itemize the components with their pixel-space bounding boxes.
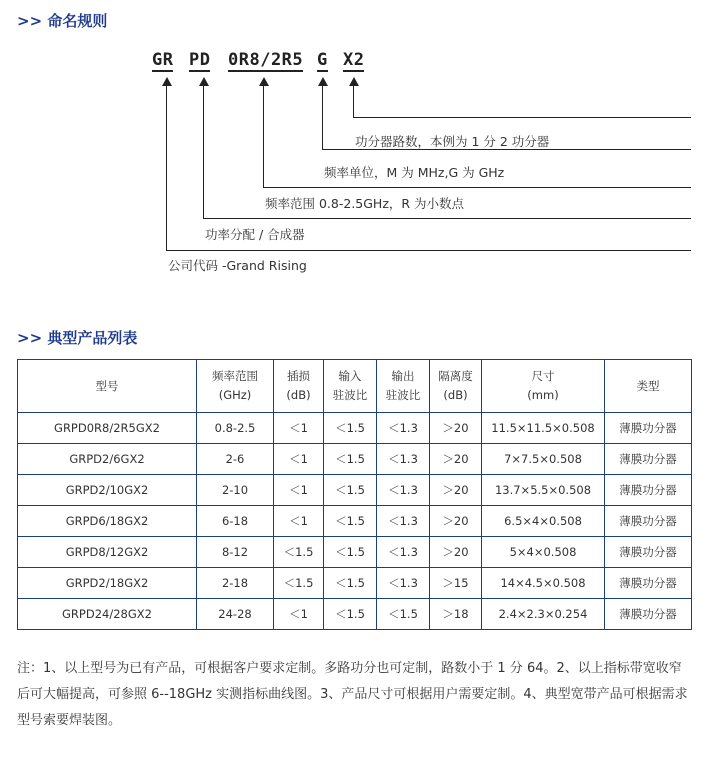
cell-type: 薄膜功分器 <box>605 568 692 599</box>
cell-frequency: 2-6 <box>197 444 274 475</box>
cell-input-vswr: ＜1.5 <box>324 568 377 599</box>
cell-input-vswr: ＜1.5 <box>324 537 377 568</box>
cell-size: 11.5×11.5×0.508 <box>482 413 605 444</box>
cell-input-vswr: ＜1.5 <box>324 444 377 475</box>
cell-isolation: ＞18 <box>430 599 482 630</box>
cell-size: 5×4×0.508 <box>482 537 605 568</box>
cell-output-vswr: ＜1.3 <box>377 506 430 537</box>
table-row <box>18 537 692 568</box>
desc-frequency: 频率范围 0.8-2.5GHz，R 为小数点 <box>265 196 465 211</box>
cell-input-vswr: ＜1.5 <box>324 475 377 506</box>
header-size: 尺寸 (mm) <box>482 360 605 413</box>
cell-frequency: 24-28 <box>197 599 274 630</box>
code-segment-ways: X2 <box>343 50 365 70</box>
cell-frequency: 2-10 <box>197 475 274 506</box>
cell-insertion-loss: ＜1 <box>274 475 324 506</box>
cell-frequency: 0.8-2.5 <box>197 413 274 444</box>
code-segment-unit: G <box>317 50 328 70</box>
cell-output-vswr: ＜1.3 <box>377 568 430 599</box>
cell-type: 薄膜功分器 <box>605 444 692 475</box>
desc-type: 功率分配 / 合成器 <box>205 227 305 242</box>
table-row <box>18 599 692 630</box>
table-row <box>18 444 692 475</box>
table-row <box>18 568 692 599</box>
cell-insertion-loss: ＜1 <box>274 444 324 475</box>
cell-input-vswr: ＜1.5 <box>324 599 377 630</box>
header-model: 型号 <box>18 360 197 413</box>
header-frequency: 频率范围 (GHz) <box>197 360 274 413</box>
code-segment-company: GR <box>152 50 174 70</box>
cell-input-vswr: ＜1.5 <box>324 506 377 537</box>
cell-insertion-loss: ＜1.5 <box>274 568 324 599</box>
cell-input-vswr: ＜1.5 <box>324 413 377 444</box>
cell-isolation: ＞15 <box>430 568 482 599</box>
cell-frequency: 2-18 <box>197 568 274 599</box>
table-row <box>18 506 692 537</box>
header-output-vswr: 输出 驻波比 <box>377 360 430 413</box>
naming-rules-title: >> 命名规则 <box>17 12 108 30</box>
header-input-vswr: 输入 驻波比 <box>324 360 377 413</box>
code-segment-type: PD <box>189 50 211 70</box>
cell-size: 13.7×5.5×0.508 <box>482 475 605 506</box>
footnote: 注：1、以上型号为已有产品，可根据客户要求定制。多路功分也可定制，路数小于 1 分 64。2、以上指标带宽收窄后可大幅提高，可参照 6--18GHz 实测指标曲线图。3、产品尺寸可根据用户需要定制。4、典型宽带产品可根据需求型号索要焊装图。 <box>17 661 688 728</box>
desc-ways: 功分器路数，本例为 1 分 2 功分器 <box>355 134 550 149</box>
cell-frequency: 6-18 <box>197 506 274 537</box>
cell-model: GRPD6/18GX2 <box>18 506 197 537</box>
cell-output-vswr: ＜1.5 <box>377 599 430 630</box>
cell-isolation: ＞20 <box>430 413 482 444</box>
cell-model: GRPD2/18GX2 <box>18 568 197 599</box>
cell-model: GRPD2/6GX2 <box>18 444 197 475</box>
cell-size: 6.5×4×0.508 <box>482 506 605 537</box>
cell-isolation: ＞20 <box>430 537 482 568</box>
cell-insertion-loss: ＜1 <box>274 599 324 630</box>
cell-type: 薄膜功分器 <box>605 475 692 506</box>
header-insertion-loss: 插损 (dB) <box>274 360 324 413</box>
header-isolation: 隔离度 (dB) <box>430 360 482 413</box>
cell-size: 7×7.5×0.508 <box>482 444 605 475</box>
cell-insertion-loss: ＜1.5 <box>274 537 324 568</box>
table-header-row <box>18 360 692 413</box>
cell-isolation: ＞20 <box>430 475 482 506</box>
cell-isolation: ＞20 <box>430 444 482 475</box>
cell-type: 薄膜功分器 <box>605 413 692 444</box>
desc-company: 公司代码 -Grand Rising <box>168 258 307 273</box>
cell-type: 薄膜功分器 <box>605 599 692 630</box>
product-list-title: >> 典型产品列表 <box>17 329 138 347</box>
cell-size: 2.4×2.3×0.254 <box>482 599 605 630</box>
product-table <box>17 359 692 630</box>
cell-model: GRPD0R8/2R5GX2 <box>18 413 197 444</box>
cell-model: GRPD24/28GX2 <box>18 599 197 630</box>
cell-type: 薄膜功分器 <box>605 506 692 537</box>
cell-insertion-loss: ＜1 <box>274 506 324 537</box>
table-row <box>18 413 692 444</box>
header-type: 类型 <box>605 360 692 413</box>
cell-frequency: 8-12 <box>197 537 274 568</box>
cell-model: GRPD2/10GX2 <box>18 475 197 506</box>
cell-output-vswr: ＜1.3 <box>377 475 430 506</box>
cell-isolation: ＞20 <box>430 506 482 537</box>
cell-model: GRPD8/12GX2 <box>18 537 197 568</box>
cell-output-vswr: ＜1.3 <box>377 537 430 568</box>
code-segment-frequency: 0R8/2R5 <box>228 50 304 70</box>
cell-output-vswr: ＜1.3 <box>377 444 430 475</box>
cell-insertion-loss: ＜1 <box>274 413 324 444</box>
desc-unit: 频率单位，M 为 MHz,G 为 GHz <box>324 165 505 180</box>
table-row <box>18 475 692 506</box>
cell-output-vswr: ＜1.3 <box>377 413 430 444</box>
cell-type: 薄膜功分器 <box>605 537 692 568</box>
cell-size: 14×4.5×0.508 <box>482 568 605 599</box>
